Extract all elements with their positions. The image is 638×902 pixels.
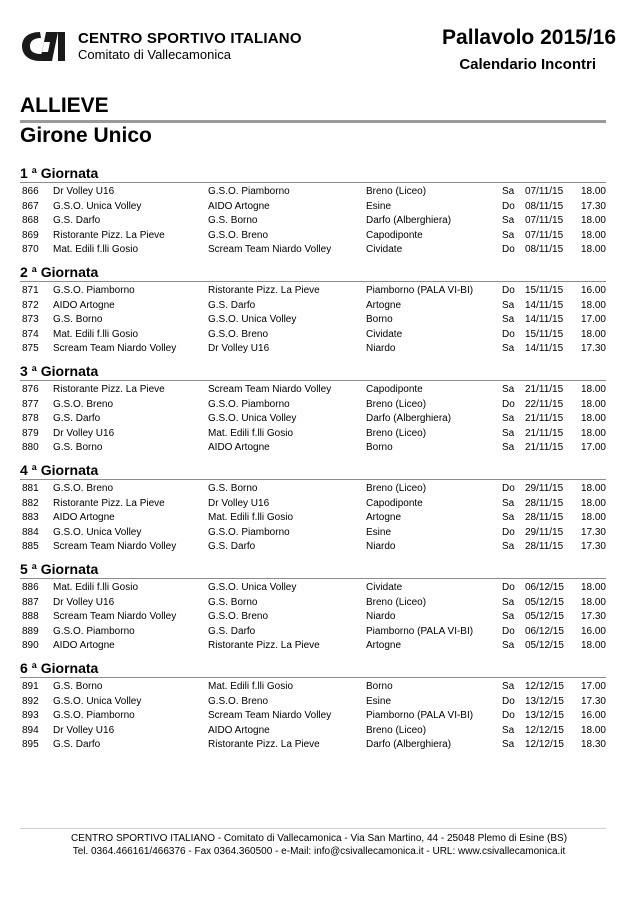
match-date: 05/12/15 — [525, 611, 564, 623]
match-time: 17.30 — [580, 200, 606, 212]
round-title: 4 ª Giornata — [20, 462, 99, 478]
match-number: 893 — [22, 710, 39, 722]
round-title: 1 ª Giornata — [20, 165, 99, 181]
match-venue: Borno — [366, 314, 393, 326]
home-team: Ristorante Pizz. La Pieve — [53, 384, 165, 395]
away-team: Mat. Edili f.lli Gosio — [208, 427, 294, 439]
match-number: 867 — [22, 200, 39, 212]
match-number: 884 — [22, 526, 39, 538]
match-date: 12/12/15 — [525, 681, 564, 692]
match-number: 894 — [22, 724, 39, 736]
table-row — [20, 709, 606, 724]
match-date: 08/11/15 — [525, 244, 564, 256]
match-time: 16.00 — [580, 285, 606, 296]
away-team: Mat. Edili f.lli Gosio — [208, 512, 294, 524]
table-row — [20, 284, 606, 299]
rounds-list — [20, 162, 606, 756]
match-venue: Artogne — [366, 512, 402, 524]
round-section — [20, 362, 606, 459]
table-row — [20, 511, 606, 526]
match-venue: Darfo (Alberghiera) — [366, 413, 452, 425]
home-team: Scream Team Niardo Volley — [53, 343, 177, 355]
table-row — [20, 540, 606, 555]
home-team: Dr Volley U16 — [53, 596, 115, 608]
home-team: Mat. Edili f.lli Gosio — [53, 328, 139, 340]
away-team: G.S.O. Unica Volley — [208, 314, 297, 326]
match-number: 874 — [22, 328, 39, 340]
match-venue: Artogne — [366, 640, 402, 652]
home-team: Ristorante Pizz. La Pieve — [53, 497, 165, 509]
away-team: AIDO Artogne — [208, 442, 270, 454]
away-team: Ristorante Pizz. La Pieve — [208, 739, 320, 751]
home-team: AIDO Artogne — [53, 299, 115, 311]
match-number: 895 — [22, 739, 39, 751]
match-number: 890 — [22, 640, 39, 652]
match-day: Sa — [502, 512, 515, 524]
match-number: 871 — [22, 285, 39, 296]
match-venue: Cividate — [366, 582, 403, 593]
home-team: G.S. Borno — [53, 314, 103, 326]
match-number: 887 — [22, 596, 39, 608]
match-time: 18.00 — [580, 229, 606, 241]
match-time: 17.00 — [580, 314, 606, 326]
home-team: G.S.O. Breno — [53, 398, 114, 410]
match-time: 18.00 — [580, 640, 606, 652]
match-date: 07/11/15 — [525, 229, 564, 241]
match-day: Do — [502, 328, 515, 340]
match-day: Sa — [502, 186, 515, 197]
match-date: 29/11/15 — [525, 526, 564, 538]
match-day: Do — [502, 200, 515, 212]
footer-address: CENTRO SPORTIVO ITALIANO - Comitato di Vallecamonica - Via San Martino, 44 - 25048 Plemo di Esine (BS) — [70, 833, 568, 844]
round-section — [20, 263, 606, 360]
home-team: G.S. Darfo — [53, 215, 101, 227]
match-day: Do — [502, 483, 515, 494]
table-row — [20, 313, 606, 328]
away-team: G.S.O. Breno — [208, 229, 269, 241]
match-day: Do — [502, 695, 515, 707]
match-venue: Breno (Liceo) — [366, 483, 427, 494]
home-team: G.S.O. Unica Volley — [53, 526, 142, 538]
match-day: Sa — [502, 299, 515, 311]
match-day: Sa — [502, 215, 515, 227]
match-venue: Darfo (Alberghiera) — [366, 739, 452, 751]
match-time: 18.00 — [580, 582, 606, 593]
match-time: 18.00 — [580, 512, 606, 524]
match-date: 14/11/15 — [525, 314, 564, 326]
round-title: 3 ª Giornata — [20, 363, 99, 379]
match-number: 892 — [22, 695, 39, 707]
table-row — [20, 214, 606, 229]
home-team: G.S.O. Unica Volley — [53, 200, 142, 212]
away-team: G.S. Borno — [208, 215, 258, 227]
round-section — [20, 560, 606, 657]
table-row — [20, 581, 606, 596]
home-team: G.S.O. Unica Volley — [53, 695, 142, 707]
match-time: 18.00 — [580, 427, 606, 439]
match-day: Sa — [502, 541, 515, 553]
match-day: Sa — [502, 413, 515, 425]
match-date: 29/11/15 — [525, 483, 564, 494]
table-row — [20, 229, 606, 244]
org-name: CENTRO SPORTIVO ITALIANO — [78, 30, 302, 47]
match-date: 21/11/15 — [525, 413, 564, 425]
match-date: 12/12/15 — [525, 739, 564, 751]
match-date: 06/12/15 — [525, 582, 564, 593]
match-number: 875 — [22, 343, 39, 355]
footer-divider — [20, 828, 606, 829]
match-venue: Capodiponte — [366, 497, 423, 509]
match-day: Sa — [502, 442, 515, 454]
match-date: 14/11/15 — [525, 299, 564, 311]
match-time: 18.00 — [580, 186, 606, 197]
round-divider — [20, 677, 606, 678]
match-number: 876 — [22, 384, 39, 395]
round-divider — [20, 380, 606, 381]
table-row — [20, 625, 606, 640]
away-team: Dr Volley U16 — [208, 497, 270, 509]
round-divider — [20, 281, 606, 282]
match-time: 18.00 — [580, 483, 606, 494]
away-team: G.S.O. Unica Volley — [208, 582, 297, 593]
home-team: Ristorante Pizz. La Pieve — [53, 229, 165, 241]
match-number: 883 — [22, 512, 39, 524]
match-number: 866 — [22, 186, 39, 197]
group-title: Girone Unico — [20, 124, 152, 147]
match-number: 886 — [22, 582, 39, 593]
away-team: G.S.O. Breno — [208, 695, 269, 707]
away-team: Ristorante Pizz. La Pieve — [208, 285, 320, 296]
match-date: 28/11/15 — [525, 512, 564, 524]
match-time: 17.00 — [580, 442, 606, 454]
away-team: G.S.O. Piamborno — [208, 526, 290, 538]
match-day: Do — [502, 285, 515, 296]
away-team: G.S. Darfo — [208, 299, 256, 311]
home-team: G.S.O. Breno — [53, 483, 114, 494]
away-team: G.S.O. Breno — [208, 328, 269, 340]
match-number: 881 — [22, 483, 39, 494]
match-time: 17.30 — [580, 541, 606, 553]
table-row — [20, 328, 606, 343]
match-day: Sa — [502, 343, 515, 355]
table-row — [20, 695, 606, 710]
home-team: Dr Volley U16 — [53, 724, 115, 736]
match-number: 879 — [22, 427, 39, 439]
match-venue: Breno (Liceo) — [366, 398, 427, 410]
match-number: 868 — [22, 215, 39, 227]
round-divider — [20, 182, 606, 183]
match-time: 18.00 — [580, 398, 606, 410]
match-time: 18.00 — [580, 215, 606, 227]
table-row — [20, 342, 606, 357]
match-date: 07/11/15 — [525, 186, 564, 197]
match-time: 18.00 — [580, 497, 606, 509]
document-subtitle: Calendario Incontri — [459, 56, 596, 73]
away-team: AIDO Artogne — [208, 200, 270, 212]
match-time: 18.00 — [580, 244, 606, 256]
match-day: Sa — [502, 497, 515, 509]
away-team: G.S.O. Breno — [208, 611, 269, 623]
match-time: 18.00 — [580, 413, 606, 425]
match-venue: Cividate — [366, 244, 403, 256]
org-subtitle: Comitato di Vallecamonica — [78, 47, 231, 62]
match-date: 15/11/15 — [525, 285, 564, 296]
table-row — [20, 738, 606, 753]
match-day: Do — [502, 244, 515, 256]
match-day: Sa — [502, 724, 515, 736]
match-number: 869 — [22, 229, 39, 241]
home-team: G.S.O. Piamborno — [53, 625, 135, 637]
match-venue: Breno (Liceo) — [366, 724, 427, 736]
round-section — [20, 461, 606, 558]
away-team: G.S. Darfo — [208, 541, 256, 553]
match-time: 17.30 — [580, 343, 606, 355]
footer-contacts: Tel. 0364.466161/466376 - Fax 0364.360500 - e-Mail: info@csivallecamonica.it - URL: www.csivallecamonica.it — [72, 846, 566, 857]
category-title: ALLIEVE — [20, 94, 109, 117]
table-row — [20, 526, 606, 541]
match-day: Sa — [502, 681, 515, 692]
match-venue: Esine — [366, 526, 392, 538]
match-venue: Borno — [366, 681, 393, 692]
round-title: 2 ª Giornata — [20, 264, 99, 280]
match-day: Sa — [502, 596, 515, 608]
match-number: 885 — [22, 541, 39, 553]
match-venue: Breno (Liceo) — [366, 186, 427, 197]
match-number: 872 — [22, 299, 39, 311]
match-venue: Capodiponte — [366, 229, 423, 241]
match-day: Do — [502, 526, 515, 538]
match-venue: Piamborno (PALA VI-BI) — [366, 710, 474, 722]
home-team: Mat. Edili f.lli Gosio — [53, 244, 139, 256]
round-title: 5 ª Giornata — [20, 561, 99, 577]
match-venue: Artogne — [366, 299, 402, 311]
match-venue: Breno (Liceo) — [366, 596, 427, 608]
match-time: 17.30 — [580, 526, 606, 538]
away-team: Scream Team Niardo Volley — [208, 244, 332, 256]
match-venue: Darfo (Alberghiera) — [366, 215, 452, 227]
table-row — [20, 441, 606, 456]
home-team: G.S.O. Piamborno — [53, 285, 135, 296]
match-venue: Piamborno (PALA VI-BI) — [366, 625, 474, 637]
match-day: Do — [502, 625, 515, 637]
match-time: 18.00 — [580, 328, 606, 340]
match-date: 06/12/15 — [525, 625, 564, 637]
away-team: G.S. Borno — [208, 483, 258, 494]
match-date: 21/11/15 — [525, 427, 564, 439]
match-date: 05/12/15 — [525, 640, 564, 652]
match-number: 873 — [22, 314, 39, 326]
match-date: 13/12/15 — [525, 710, 564, 722]
match-day: Sa — [502, 314, 515, 326]
match-venue: Niardo — [366, 343, 396, 355]
match-venue: Breno (Liceo) — [366, 427, 427, 439]
match-date: 22/11/15 — [525, 398, 564, 410]
category-divider — [20, 120, 606, 123]
away-team: G.S.O. Unica Volley — [208, 413, 297, 425]
table-row — [20, 185, 606, 200]
away-team: Scream Team Niardo Volley — [208, 384, 332, 395]
match-number: 891 — [22, 681, 39, 692]
round-section — [20, 659, 606, 756]
away-team: Ristorante Pizz. La Pieve — [208, 640, 320, 652]
match-day: Sa — [502, 640, 515, 652]
match-date: 13/12/15 — [525, 695, 564, 707]
match-time: 18.00 — [580, 384, 606, 395]
home-team: Scream Team Niardo Volley — [53, 611, 177, 623]
table-row — [20, 680, 606, 695]
home-team: G.S. Borno — [53, 442, 103, 454]
csi-logo-icon — [20, 28, 68, 64]
match-day: Sa — [502, 611, 515, 623]
match-day: Sa — [502, 384, 515, 395]
match-date: 28/11/15 — [525, 541, 564, 553]
home-team: Mat. Edili f.lli Gosio — [53, 582, 139, 593]
table-row — [20, 243, 606, 258]
match-time: 16.00 — [580, 625, 606, 637]
home-team: G.S. Darfo — [53, 739, 101, 751]
match-date: 12/12/15 — [525, 724, 564, 736]
match-time: 18.30 — [580, 739, 606, 751]
match-time: 18.00 — [580, 596, 606, 608]
match-number: 877 — [22, 398, 39, 410]
match-day: Sa — [502, 739, 515, 751]
table-row — [20, 200, 606, 215]
match-number: 889 — [22, 625, 39, 637]
match-day: Do — [502, 710, 515, 722]
away-team: G.S.O. Piamborno — [208, 186, 290, 197]
match-time: 18.00 — [580, 299, 606, 311]
away-team: Mat. Edili f.lli Gosio — [208, 681, 294, 692]
match-number: 880 — [22, 442, 39, 454]
away-team: G.S. Borno — [208, 596, 258, 608]
home-team: Dr Volley U16 — [53, 186, 115, 197]
match-date: 14/11/15 — [525, 343, 564, 355]
match-day: Do — [502, 582, 515, 593]
page-header — [20, 26, 616, 86]
table-row — [20, 398, 606, 413]
match-date: 21/11/15 — [525, 384, 564, 395]
home-team: AIDO Artogne — [53, 640, 115, 652]
match-venue: Cividate — [366, 328, 403, 340]
match-time: 18.00 — [580, 724, 606, 736]
table-row — [20, 596, 606, 611]
home-team: G.S. Darfo — [53, 413, 101, 425]
match-number: 882 — [22, 497, 39, 509]
match-number: 870 — [22, 244, 39, 256]
table-row — [20, 639, 606, 654]
match-date: 08/11/15 — [525, 200, 564, 212]
away-team: Dr Volley U16 — [208, 343, 270, 355]
match-day: Sa — [502, 229, 515, 241]
home-team: Scream Team Niardo Volley — [53, 541, 177, 553]
table-row — [20, 482, 606, 497]
match-venue: Niardo — [366, 611, 396, 623]
match-date: 07/11/15 — [525, 215, 564, 227]
home-team: Dr Volley U16 — [53, 427, 115, 439]
match-time: 16.00 — [580, 710, 606, 722]
match-day: Sa — [502, 427, 515, 439]
match-venue: Niardo — [366, 541, 396, 553]
match-number: 888 — [22, 611, 39, 623]
home-team: G.S.O. Piamborno — [53, 710, 135, 722]
match-date: 05/12/15 — [525, 596, 564, 608]
table-row — [20, 724, 606, 739]
match-number: 878 — [22, 413, 39, 425]
match-date: 28/11/15 — [525, 497, 564, 509]
home-team: AIDO Artogne — [53, 512, 115, 524]
match-venue: Piamborno (PALA VI-BI) — [366, 285, 474, 296]
match-time: 17.30 — [580, 611, 606, 623]
page-footer — [0, 832, 638, 858]
match-venue: Capodiponte — [366, 384, 423, 395]
table-row — [20, 412, 606, 427]
away-team: AIDO Artogne — [208, 724, 270, 736]
document-title: Pallavolo 2015/16 — [442, 26, 616, 49]
match-venue: Esine — [366, 200, 392, 212]
away-team: G.S.O. Piamborno — [208, 398, 290, 410]
round-section — [20, 164, 606, 261]
table-row — [20, 427, 606, 442]
table-row — [20, 299, 606, 314]
table-row — [20, 610, 606, 625]
table-row — [20, 383, 606, 398]
match-date: 15/11/15 — [525, 328, 564, 340]
match-day: Do — [502, 398, 515, 410]
match-time: 17.30 — [580, 695, 606, 707]
table-row — [20, 497, 606, 512]
match-time: 17.00 — [580, 681, 606, 692]
away-team: Scream Team Niardo Volley — [208, 710, 332, 722]
match-date: 21/11/15 — [525, 442, 564, 454]
away-team: G.S. Darfo — [208, 625, 256, 637]
round-divider — [20, 578, 606, 579]
match-venue: Esine — [366, 695, 392, 707]
round-title: 6 ª Giornata — [20, 660, 99, 676]
match-venue: Borno — [366, 442, 393, 454]
home-team: G.S. Borno — [53, 681, 103, 692]
round-divider — [20, 479, 606, 480]
